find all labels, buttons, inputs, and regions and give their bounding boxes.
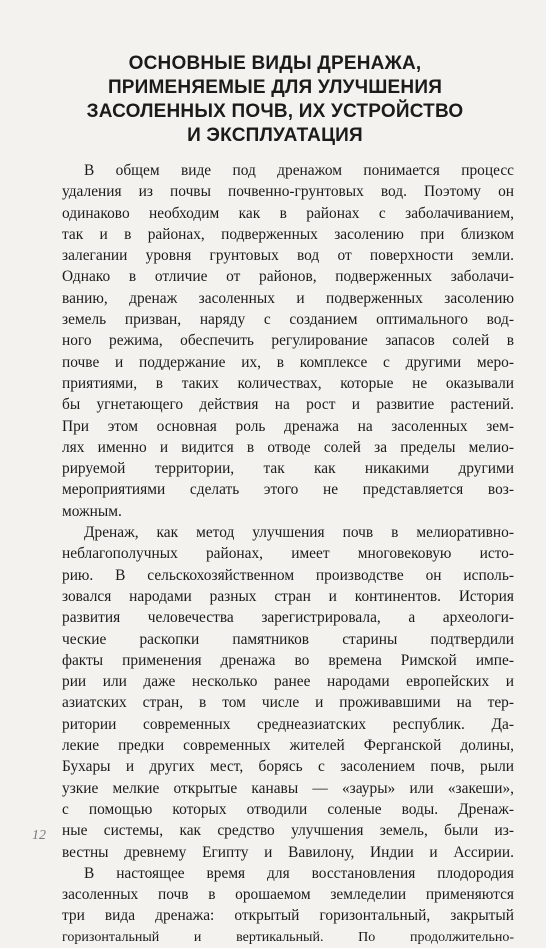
text-line: зовался народами разных стран и континентов. История: [62, 587, 514, 605]
text-line: Однако в отличие от районов, подверженных заболачи-: [62, 268, 514, 286]
text-line: ческие раскопки памятников старины подтвердили: [62, 630, 514, 648]
text-line: так и в районах, подверженных засолению при близком: [62, 225, 514, 243]
text-line: узкие мелкие открытые канавы — «зауры» или «закеши»,: [62, 779, 514, 797]
text-line: вестны древнему Египту и Вавилону, Индии и Ассирии.: [62, 843, 514, 861]
text-line: развития человечества зарегистрировала, а археологи-: [62, 609, 514, 627]
title-line: ЗАСОЛЕННЫХ ПОЧВ, ИХ УСТРОЙСТВО: [86, 101, 464, 122]
text-line: рии или даже несколько ранее народами европейских и: [62, 673, 514, 691]
text-line: с помощью которых отводили соленые воды. Дренаж-: [62, 800, 514, 818]
text-line: засоленных почв в орошаемом земледелии применяются: [62, 886, 514, 904]
text-line: азиатских стран, в том числе и проживавшими на тер-: [62, 694, 514, 712]
text-line: горизонтальный и вертикальный. По продолжительно-: [62, 929, 514, 945]
text-line: В общем виде под дренажом понимается процесс: [84, 162, 514, 179]
text-line: приятиями, в таких количествах, которые не оказывали: [62, 374, 514, 392]
text-line: залегании уровня грунтовых вод от поверхности земли.: [62, 247, 514, 265]
text-line: почве и поддержание их, в комплексе с другими меро-: [62, 353, 514, 371]
title-line: ПРИМЕНЯЕМЫЕ ДЛЯ УЛУЧШЕНИЯ: [107, 77, 443, 98]
text-line: ного режима, обеспечить регулирование запасов солей в: [62, 332, 514, 350]
text-line: В настоящее время для восстановления плодородия: [84, 864, 514, 882]
text-line: рию. В сельскохозяйственном производстве он исполь-: [62, 566, 514, 584]
text-line: лекие предки современных жителей Ферганской долины,: [62, 737, 514, 755]
text-line: ные системы, как средство улучшения земель, были из-: [62, 822, 514, 840]
text-line: рируемой территории, так как никакими другими: [62, 460, 514, 478]
title-line: И ЭКСПЛУАТАЦИЯ: [187, 125, 363, 146]
text-line: ванию, дренаж засоленных и подверженных засолению: [62, 289, 514, 307]
text-line: неблагополучных районах, имеет многовековую исто-: [62, 545, 514, 563]
page-number: 12: [32, 828, 46, 843]
text-line: факты применения дренажа во времена Римской импе-: [62, 651, 514, 669]
text-line: одинаково необходим как в районах с заболачиванием,: [62, 204, 514, 222]
text-line: можным.: [62, 502, 122, 520]
text-line: три вида дренажа: открытый горизонтальный, закрытый: [62, 907, 514, 925]
text-line: удаления из почвы почвенно-грунтовых вод. Поэтому он: [62, 183, 514, 201]
page-title: [60, 52, 490, 148]
body-text: [62, 160, 514, 948]
text-line: земель призван, наряду с созданием оптимального вод-: [62, 311, 514, 329]
text-line: бы угнетающего действия на рост и развитие растений.: [62, 396, 514, 414]
text-line: мероприятиями сделать этого не представляется воз-: [62, 481, 514, 499]
text-line: лях именно и видится в отводе солей за пределы мелио-: [62, 438, 514, 456]
text-line: Бухары и других мест, борясь с засолением почв, рыли: [62, 758, 514, 776]
text-line: При этом основная роль дренажа на засоленных зем-: [62, 417, 514, 435]
title-line: ОСНОВНЫЕ ВИДЫ ДРЕНАЖА,: [128, 53, 422, 74]
text-line: ритории современных среднеазиатских республик. Да-: [62, 715, 514, 733]
text-line: Дренаж, как метод улучшения почв в мелиоративно-: [84, 524, 514, 542]
